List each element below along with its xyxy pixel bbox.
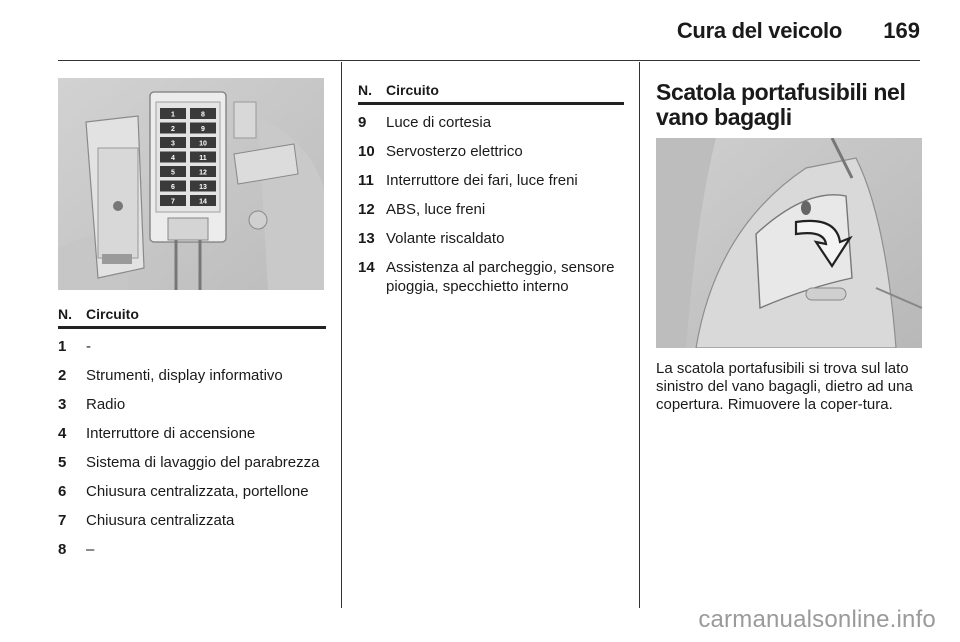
fuse-number: 11 — [358, 172, 374, 189]
fuse-box-illustration — [58, 78, 324, 290]
fuse-slot-label: 11 — [199, 155, 207, 162]
table-row — [58, 482, 326, 501]
section-paragraph: La scatola portafusibili si trova sul lato sinistro del vano bagagli, dietro ad una copertura. Rimuovere la coper-tura. — [656, 360, 913, 413]
column-header-number: N. — [358, 82, 372, 98]
fuse-number: 6 — [58, 483, 67, 500]
table-row — [58, 337, 326, 356]
circuit-description: Volante riscaldato — [386, 230, 505, 247]
fuse-number: 3 — [58, 396, 67, 413]
fuse-slot-label: 10 — [199, 140, 207, 148]
trunk-fuse-cover-illustration — [656, 138, 922, 348]
fuse-table-right — [358, 82, 624, 306]
fuse-slot-label: 9 — [201, 126, 205, 133]
fuse-number: 4 — [58, 425, 67, 442]
table-row — [58, 453, 326, 472]
circuit-description: Interruttore dei fari, luce freni — [386, 172, 578, 189]
header-title: Cura del veicolo — [676, 18, 842, 43]
table-row — [58, 540, 326, 559]
page-header — [0, 0, 960, 62]
fuse-number: 13 — [358, 230, 375, 247]
circuit-description: Strumenti, display informativo — [86, 367, 283, 384]
fuse-slot-label: 4 — [171, 155, 175, 162]
fuse-slot-label: 12 — [199, 169, 207, 177]
table-row — [358, 171, 624, 190]
table-row — [358, 258, 624, 296]
header-rule — [58, 60, 920, 61]
watermark: carmanualsonline.info — [698, 606, 936, 633]
circuit-description: – — [86, 541, 95, 558]
column-header-number: N. — [58, 306, 72, 322]
circuit-description: ABS, luce freni — [386, 201, 486, 218]
circuit-description: Interruttore di accensione — [86, 425, 256, 442]
fuse-number: 5 — [58, 454, 67, 471]
fuse-number: 9 — [358, 114, 367, 131]
table-row — [358, 142, 624, 161]
circuit-description: Luce di cortesia — [386, 114, 492, 131]
fuse-table-left — [58, 306, 326, 569]
circuit-description: Sistema di lavaggio del parabrezza — [86, 454, 320, 471]
fuse-number: 2 — [58, 367, 67, 384]
section-title: Scatola portafusibili nel vano bagagli — [656, 79, 906, 130]
circuit-description: Servosterzo elettrico — [386, 143, 523, 160]
table-row — [58, 511, 326, 530]
table-header — [58, 306, 326, 329]
fuse-slot-label: 2 — [171, 126, 175, 133]
fuse-number: 8 — [58, 541, 67, 558]
fuse-number: 7 — [58, 512, 67, 529]
fuse-slot-label: 8 — [201, 111, 205, 119]
page-number: 169 — [883, 18, 920, 43]
fuse-number: 12 — [358, 201, 375, 218]
table-header — [358, 82, 624, 105]
column-divider-2 — [639, 62, 640, 608]
column-divider-1 — [341, 62, 342, 608]
circuit-description: Assistenza al parcheggio, sensore pioggia, specchietto interno — [386, 259, 615, 295]
circuit-description: Chiusura centralizzata — [86, 512, 235, 529]
fuse-slot-label: 5 — [171, 169, 175, 177]
column-header-circuit: Circuito — [86, 306, 139, 322]
table-row — [358, 229, 624, 248]
circuit-description: Radio — [86, 396, 126, 413]
fuse-slot-label: 6 — [171, 184, 175, 191]
table-row — [58, 366, 326, 385]
table-row — [358, 200, 624, 219]
column-header-circuit: Circuito — [386, 82, 439, 98]
fuse-slot-label: 13 — [199, 184, 207, 191]
circuit-description: Chiusura centralizzata, portellone — [86, 483, 309, 500]
circuit-description: - — [86, 338, 91, 355]
fuse-slot-label: 1 — [171, 111, 175, 119]
table-row — [58, 424, 326, 443]
fuse-slot-label: 7 — [171, 198, 175, 206]
fuse-number: 10 — [358, 143, 375, 160]
fuse-number: 1 — [58, 338, 67, 355]
table-rows — [358, 113, 624, 296]
fuse-number: 14 — [358, 259, 375, 276]
table-rows — [58, 337, 326, 559]
fuse-slot-label: 14 — [199, 198, 207, 206]
table-row — [358, 113, 624, 132]
fuse-slot-label: 3 — [171, 140, 175, 148]
table-row — [58, 395, 326, 414]
